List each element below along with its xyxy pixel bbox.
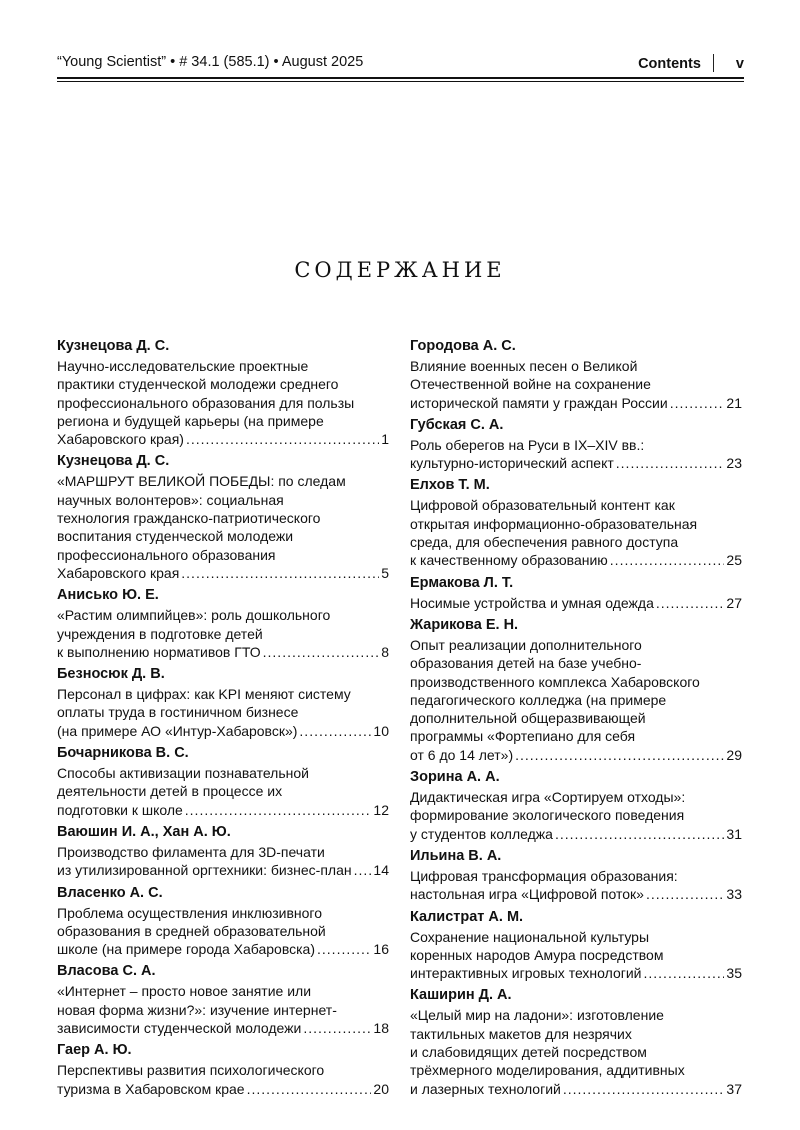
toc-entry-title-line: из утилизированной оргтехники: бизнес-план — [57, 862, 352, 879]
toc-entry-title-line: программы «Фортепиано для себя — [410, 728, 636, 745]
toc-entry[interactable] — [57, 962, 389, 1037]
toc-entry[interactable] — [410, 337, 742, 412]
toc-entry[interactable] — [57, 452, 389, 582]
toc-entry-title-line: воспитания студенческой молодежи — [57, 528, 294, 545]
toc-entry[interactable] — [410, 908, 742, 983]
toc-entry-author: Безносюк Д. В. — [57, 666, 165, 683]
dot-leader — [299, 722, 371, 740]
page-number-roman: v — [735, 56, 744, 72]
toc-entry-last-line — [410, 825, 742, 843]
toc-entry-title-line: научных волонтеров»: социальная — [57, 491, 284, 508]
toc-entry-title-line: Хабаровского края) — [57, 431, 184, 448]
toc-entry-title-line: к выполнению нормативов ГТО — [57, 643, 261, 660]
header-rule-thick — [57, 77, 744, 79]
toc-entry[interactable] — [57, 823, 389, 880]
dot-leader — [185, 801, 372, 819]
toc-entry-author: Кузнецова Д. С. — [57, 453, 170, 470]
toc-entry-page-number[interactable]: 10 — [373, 722, 389, 739]
toc-entry-title-line: и лазерных технологий — [410, 1080, 561, 1097]
toc-entry-author: Власова С. А. — [57, 963, 156, 980]
toc-entry-author: Городова А. С. — [410, 338, 516, 354]
toc-entry-last-line — [57, 861, 389, 879]
toc-entry-title-line: деятельности детей в процессе их — [57, 783, 283, 800]
toc-entry-page-number[interactable]: 23 — [726, 455, 742, 472]
toc-entry[interactable] — [57, 665, 389, 740]
toc-entry-title-line: культурно-исторический аспект — [410, 455, 614, 472]
toc-entry-author: Гаер А. Ю. — [57, 1042, 132, 1059]
toc-entry-last-line — [410, 551, 742, 569]
toc-entry-title-line: интерактивных игровых технологий — [410, 965, 642, 982]
toc-entry-last-line — [57, 722, 389, 740]
toc-entry-title-line: производственного комплекса Хабаровского — [410, 673, 700, 690]
toc-entry-title-line: Отечественной войне на сохранение — [410, 376, 651, 393]
toc-entry-page-number[interactable]: 31 — [726, 825, 742, 842]
toc-entry-title-line: Проблема осуществления инклюзивного — [57, 904, 323, 921]
toc-entry-last-line — [57, 564, 389, 582]
toc-entry-last-line — [57, 643, 389, 661]
toc-entry-last-line — [410, 394, 742, 412]
toc-entry-title-line: открытая информационно-образовательная — [410, 515, 698, 532]
toc-entry-title-line: Влияние военных песен о Великой — [410, 358, 638, 374]
toc-entry-page-number[interactable]: 5 — [381, 564, 389, 581]
dot-leader — [317, 940, 371, 958]
journal-issue-label: “Young Scientist” • # 34.1 (585.1) • August 2025 — [57, 54, 364, 70]
toc-entry[interactable] — [57, 1041, 389, 1098]
toc-entry-last-line — [410, 594, 742, 612]
toc-entry-title-line: «Интернет – просто новое занятие или — [57, 983, 312, 1000]
toc-entry-title-line: Перспективы развития психологического — [57, 1062, 325, 1079]
toc-entry-author: Ваюшин И. А., Хан А. Ю. — [57, 823, 231, 840]
toc-entry-title-line: зависимости студенческой молодежи — [57, 1020, 302, 1037]
toc-entry-author: Губская С. А. — [410, 416, 504, 433]
toc-entry-page-number[interactable]: 8 — [381, 643, 389, 660]
toc-entry-last-line — [57, 430, 389, 448]
toc-entry[interactable] — [410, 986, 742, 1097]
toc-entry-title-line: образования детей на базе учебно- — [410, 655, 642, 672]
toc-entry-last-line — [57, 940, 389, 958]
dot-leader — [181, 564, 379, 582]
toc-entry-title-line: среда, для обеспечения равного доступа — [410, 534, 679, 551]
dot-leader — [303, 1019, 371, 1037]
toc-entry-title-line: к качественному образованию — [410, 552, 608, 569]
toc-entry-title-line: учреждения в подготовке детей — [57, 625, 263, 642]
toc-entry[interactable] — [57, 337, 389, 448]
header-divider — [713, 54, 714, 72]
toc-entry-author: Жарикова Е. Н. — [410, 616, 519, 633]
toc-entry-title-line: Цифровая трансформация образования: — [410, 867, 678, 884]
dot-leader — [563, 1080, 725, 1098]
toc-entry-title-line: исторической памяти у граждан России — [410, 394, 668, 411]
toc-entry-title-line: профессионального образования — [57, 546, 276, 563]
toc-entry-title-line: туризма в Хабаровском крае — [57, 1080, 245, 1097]
toc-entry-title-line: педагогического колледжа (на примере — [410, 691, 667, 708]
toc-entry-author: Власенко А. С. — [57, 884, 163, 901]
toc-entry-title-line: тактильных макетов для незрячих — [410, 1025, 632, 1042]
dot-leader — [354, 861, 372, 879]
toc-entry-title-line: настольная игра «Цифровой поток» — [410, 886, 644, 903]
toc-entry[interactable] — [57, 744, 389, 819]
toc-entry-title-line: Персонал в цифрах: как KPI меняют систему — [57, 686, 351, 703]
toc-entry-title-line: Хабаровского края — [57, 564, 180, 581]
toc-entry-title-line: Роль оберегов на Руси в IX–XIV вв.: — [410, 436, 645, 453]
dot-leader — [186, 430, 379, 448]
toc-entry-page-number[interactable]: 27 — [726, 594, 742, 611]
toc-entry-title-line: Носимые устройства и умная одежда — [410, 594, 654, 611]
toc-entry-last-line — [410, 1080, 742, 1098]
toc-entry-title-line: подготовки к школе — [57, 801, 183, 818]
toc-entry-title-line: региона и будущей карьеры (на примере — [57, 412, 324, 429]
toc-entry[interactable] — [57, 884, 389, 959]
toc-entry-last-line — [57, 1080, 389, 1098]
toc-entry-title-line: технология гражданско-патриотического — [57, 510, 321, 527]
dot-leader — [555, 825, 724, 843]
toc-entry-title-line: «МАРШРУТ ВЕЛИКОЙ ПОБЕДЫ: по следам — [57, 473, 346, 490]
section-label: Contents — [638, 56, 701, 72]
toc-entry-author: Калистрат А. М. — [410, 908, 524, 925]
dot-leader — [646, 885, 724, 903]
toc-entry-last-line — [57, 1019, 389, 1037]
toc-entry-page-number[interactable]: 16 — [373, 941, 389, 958]
toc-entry-last-line — [410, 964, 742, 982]
toc-entry-page-number[interactable]: 33 — [726, 886, 742, 903]
toc-entry-title-line: Дидактическая игра «Сортируем отходы»: — [410, 789, 686, 806]
toc-entry-last-line — [57, 801, 389, 819]
toc-entry-page-number[interactable]: 35 — [726, 965, 742, 982]
toc-entry-title-line: формирование экологического поведения — [410, 807, 685, 824]
toc-entry-page-number[interactable]: 29 — [726, 746, 742, 763]
toc-entry-title-line: профессионального образования для пользы — [57, 394, 355, 411]
running-header — [57, 52, 744, 76]
toc-entry-title-line: оплаты труда в гостиничном бизнесе — [57, 704, 299, 721]
toc-entry-page-number[interactable]: 21 — [726, 394, 742, 411]
toc-entry-page-number[interactable]: 18 — [373, 1020, 389, 1037]
dot-leader — [616, 454, 725, 472]
toc-entry-last-line — [410, 885, 742, 903]
toc-entry[interactable] — [410, 416, 742, 473]
toc-entry-author: Анисько Ю. Е. — [57, 587, 159, 604]
toc-left-column — [57, 337, 389, 1102]
toc-entry-title-line: у студентов колледжа — [410, 825, 553, 842]
toc-entry-title-line: «Целый мир на ладони»: изготовление — [410, 1007, 664, 1024]
dot-leader — [247, 1080, 372, 1098]
toc-entry-author: Ильина В. А. — [410, 847, 502, 864]
toc-entry-page-number[interactable]: 1 — [381, 431, 389, 448]
toc-entry-title-line: Научно-исследовательские проектные — [57, 358, 309, 374]
dot-leader — [610, 551, 725, 569]
toc-entry-page-number[interactable]: 14 — [373, 862, 389, 879]
toc-entry-page-number[interactable]: 20 — [373, 1080, 389, 1097]
toc-entry-title-line: образования в средней образовательной — [57, 922, 326, 939]
toc-entry-title-line: практики студенческой молодежи среднего — [57, 376, 339, 393]
toc-entry-title-line: школе (на примере города Хабаровска) — [57, 941, 316, 958]
page-title: СОДЕРЖАНИЕ — [294, 258, 506, 282]
toc-entry-title-line: «Растим олимпийцев»: роль дошкольного — [57, 607, 331, 624]
toc-entry-title-line: Сохранение национальной культуры — [410, 928, 650, 945]
toc-entry[interactable] — [410, 768, 742, 843]
toc-entry-title-line: Способы активизации познавательной — [57, 765, 309, 782]
header-rule-thin — [57, 81, 744, 82]
toc-entry-title-line: Цифровой образовательный контент как — [410, 497, 675, 514]
toc-entry-author: Кузнецова Д. С. — [57, 338, 170, 354]
toc-entry-author: Елхов Т. М. — [410, 477, 490, 494]
toc-entry-title-line: Производство филамента для 3D-печати — [57, 843, 325, 860]
toc-entry-author: Ермакова Л. Т. — [410, 574, 514, 591]
toc-entry-title-line: от 6 до 14 лет») — [410, 746, 514, 763]
toc-entry-title-line: (на примере АО «Интур-Хабаровск») — [57, 722, 298, 739]
header-right — [638, 54, 744, 72]
toc-entry-author: Зорина А. А. — [410, 769, 500, 786]
toc-entry-title-line: трёхмерного моделирования, аддитивных — [410, 1062, 685, 1079]
toc-entry-author: Бочарникова В. С. — [57, 745, 189, 762]
dot-leader — [515, 746, 724, 764]
toc-entry[interactable] — [410, 574, 742, 612]
toc-right-column — [410, 337, 742, 1102]
toc-entry[interactable] — [57, 586, 389, 661]
toc-entry-page-number[interactable]: 25 — [726, 552, 742, 569]
toc-entry-title-line: и слабовидящих детей посредством — [410, 1044, 647, 1061]
toc-entry[interactable] — [410, 847, 742, 904]
toc-entry-page-number[interactable]: 12 — [373, 801, 389, 818]
dot-leader — [263, 643, 380, 661]
toc-entry-page-number[interactable]: 37 — [726, 1080, 742, 1097]
toc-entry-title-line: дополнительной общеразвивающей — [410, 710, 646, 727]
dot-leader — [670, 394, 725, 412]
dot-leader — [656, 594, 725, 612]
toc-entry[interactable] — [410, 476, 742, 569]
toc-entry[interactable] — [410, 616, 742, 764]
dot-leader — [644, 964, 725, 982]
toc-entry-title-line: новая форма жизни?»: изучение интернет- — [57, 1001, 337, 1018]
toc-entry-author: Каширин Д. А. — [410, 987, 512, 1004]
toc-entry-title-line: коренных народов Амура посредством — [410, 946, 664, 963]
toc-entry-last-line — [410, 454, 742, 472]
toc-entry-last-line — [410, 746, 742, 764]
toc-entry-title-line: Опыт реализации дополнительного — [410, 636, 642, 653]
